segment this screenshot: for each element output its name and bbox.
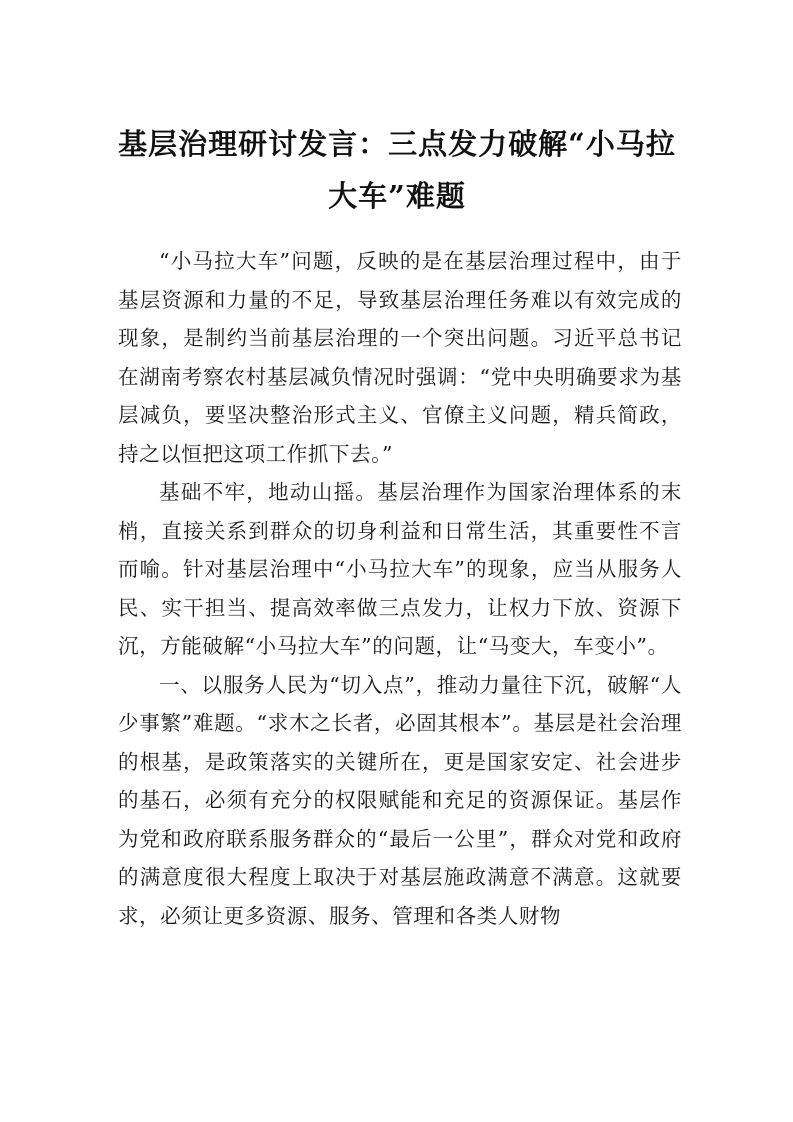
paragraph-intro: “小马拉大车”问题，反映的是在基层治理过程中，由于基层资源和力量的不足，导致基层治理任务难以有效完成的现象，是制约当前基层治理的一个突出问题。习近平总书记在湖南考察农村基层减负情况时强调：“党中央明确要求为基层减负，要坚决整治形式主义、官僚主义问题，精兵简政，持之以恒把这项工作抓下去。” [118, 249, 682, 466]
paragraph-foundation: 基础不牢，地动山摇。基层治理作为国家治理体系的末梢，直接关系到群众的切身利益和日常生活，其重要性不言而喻。针对基层治理中“小马拉大车”的现象，应当从服务人民、实干担当、提高效率做三点发力，让权力下放、资源下沉，方能破解“小马拉大车”的问题，让“马变大，车变小”。 [118, 480, 682, 658]
document-body [118, 242, 682, 935]
document-title: 基层治理研讨发言：三点发力破解“小马拉大车”难题 [118, 127, 676, 213]
paragraph-point-one: 一、以服务人民为“切入点”，推动力量往下沉，破解“人少事繁”难题。“求木之长者，必固其根本”。基层是社会治理的根基，是政策落实的关键所在，更是国家安定、社会进步的基石，必须有充分的权限赋能和充足的资源保证。基层作为党和政府联系服务群众的“最后一公里”，群众对党和政府的满意度很大程度上取决于对基层施政满意不满意。这就要求，必须让更多资源、服务、管理和各类人财物 [118, 672, 682, 928]
